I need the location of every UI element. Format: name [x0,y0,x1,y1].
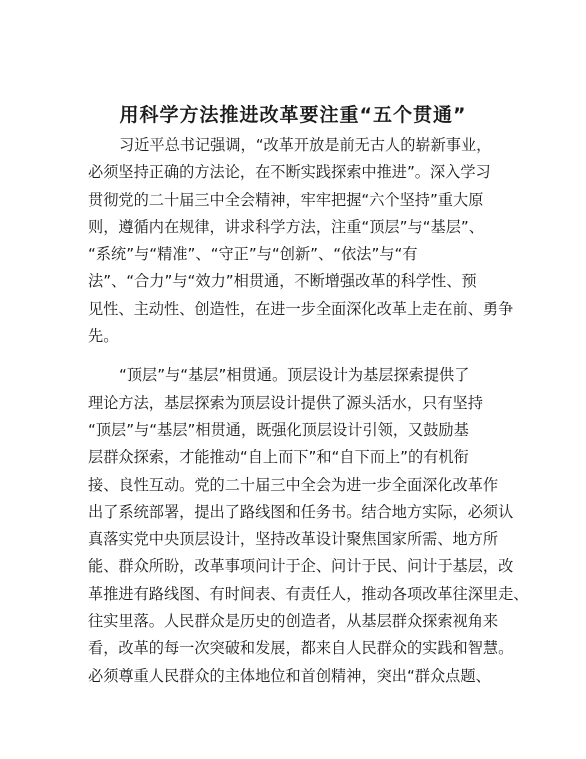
document-body [88,132,529,690]
text-line: 先。 [88,327,119,346]
text-line: 往实里落。人民群众是历史的创造者，从基层群众探索视角来 [88,612,499,631]
paragraph-1 [88,132,514,350]
text-line: “顶层”与“基层”相贯通，既强化顶层设计引领，又鼓励基 [88,420,469,439]
text-line: 接、良性互动。党的二十届三中全会为进一步全面深化改革作 [88,475,499,494]
text-line: 真落实党中央顶层设计，坚持改革设计聚焦国家所需、地方所 [88,530,499,549]
document-title: 用科学方法推进改革要注重“五个贯通” [119,104,467,126]
paragraph-2 [88,362,529,690]
text-line: 习近平总书记强调，“改革开放是前无古人的崭新事业， [119,136,492,154]
text-line: 则，遵循内在规律，讲求科学方法，注重“顶层”与“基层”、 [88,217,484,236]
text-line: 贯彻党的二十届三中全会精神，牢牢把握“六个坚持”重大原 [88,190,484,209]
text-line: 理论方法，基层探索为顶层设计提供了源头活水，只有坚持 [88,393,483,412]
text-line: 见性、主动性、创造性，在进一步全面深化改革上走在前、勇争 [88,299,514,318]
text-line: 必须坚持正确的方法论，在不断实践探索中推进”。深入学习 [88,163,491,182]
text-line: 层群众探索，才能推动“自上而下”和“自下而上”的有机衔 [88,448,469,467]
text-line: “顶层”与“基层”相贯通。顶层设计为基层探索提供了 [119,366,470,385]
paragraph-spacing [88,350,504,362]
text-line: 出了系统部署，提出了路线图和任务书。结合地方实际，必须认 [88,502,514,521]
text-line: 能、群众所盼，改革事项问计于企、问计于民、问计于基层，改 [88,557,514,576]
text-line: 看，改革的每一次突破和发展，都来自人民群众的实践和智慧。 [88,639,514,658]
text-line: 必须尊重人民群众的主体地位和首创精神，突出“群众点题、 [88,666,491,685]
text-line: 革推进有路线图、有时间表、有责任人，推动各项改革往深里走、 [88,584,529,603]
text-line: “系统”与“精准”、“守正”与“创新”、“依法”与“有 [88,245,418,264]
text-line: 法”、“合力”与“效力”相贯通，不断增强改革的科学性、预 [88,272,477,291]
